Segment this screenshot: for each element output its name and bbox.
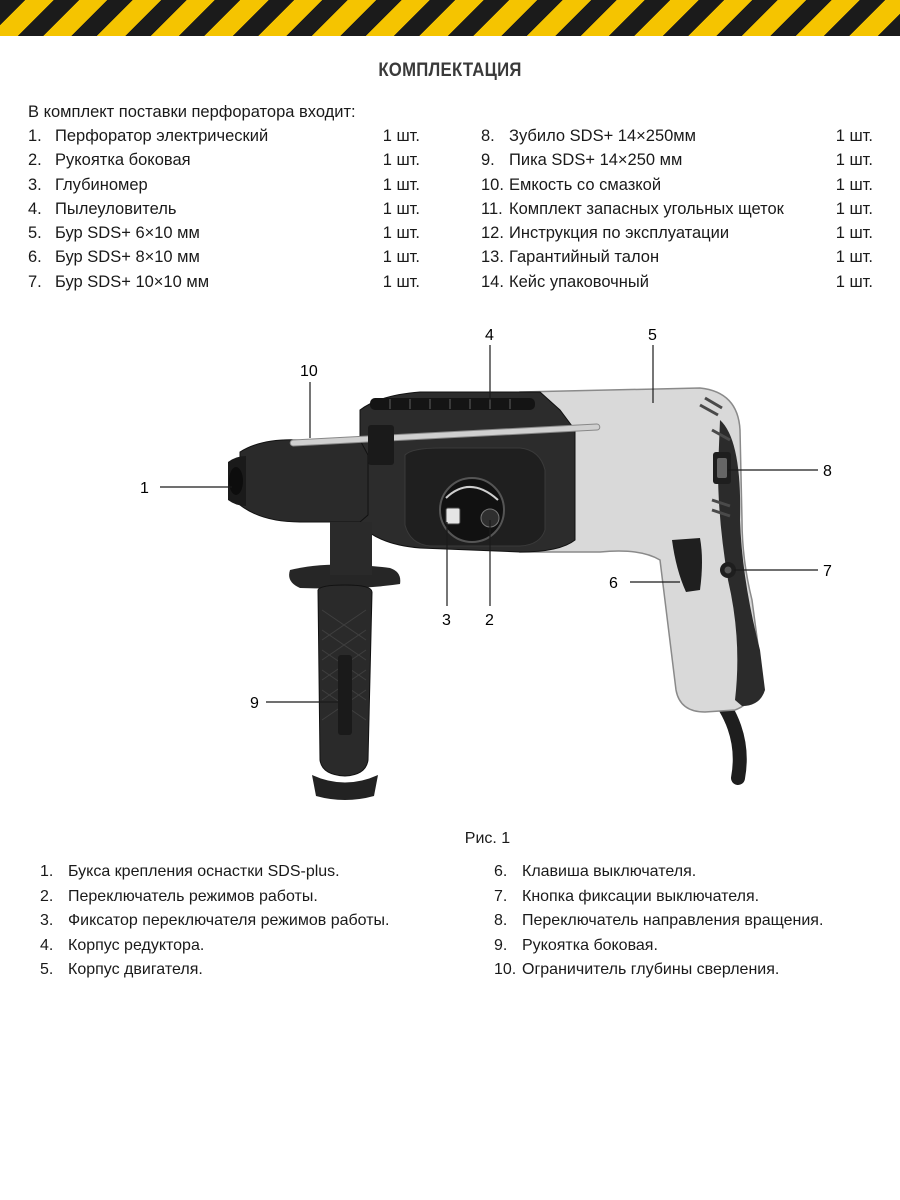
- list-item: [481, 197, 873, 221]
- item-number: 13.: [481, 248, 504, 267]
- item-quantity: 1 шт.: [835, 224, 873, 243]
- part-number: 7.: [494, 887, 508, 905]
- item-number: 2.: [28, 151, 42, 170]
- part-number: 5.: [40, 961, 54, 978]
- list-item: [481, 221, 873, 245]
- item-number: 3.: [28, 175, 42, 194]
- item-name: Пылеуловитель: [55, 199, 177, 218]
- item-name: Зубило SDS+ 14×250мм: [509, 127, 696, 145]
- item-quantity: 1 шт.: [382, 199, 420, 218]
- callout-1: 1: [140, 480, 149, 497]
- list-item: [494, 885, 894, 910]
- parts-list-left: [40, 860, 460, 983]
- callout-10: 10: [300, 363, 318, 380]
- part-number: 1.: [40, 863, 54, 880]
- item-quantity: 1 шт.: [382, 127, 420, 145]
- list-item: [28, 270, 420, 294]
- item-quantity: 1 шт.: [835, 272, 873, 291]
- item-number: 14.: [481, 272, 504, 291]
- item-quantity: 1 шт.: [382, 248, 420, 267]
- item-name: Кейс упаковочный: [509, 272, 649, 291]
- callout-3: 3: [442, 612, 451, 629]
- part-number: 10.: [494, 961, 517, 978]
- part-name: Букса крепления оснастки SDS-plus.: [68, 863, 340, 880]
- callout-7: 7: [823, 563, 832, 580]
- list-item: [28, 173, 420, 197]
- part-name: Рукоятка боковая.: [522, 936, 658, 954]
- part-number: 3.: [40, 912, 54, 929]
- parts-list-right: [494, 860, 894, 983]
- item-name: Бур SDS+ 6×10 мм: [55, 224, 200, 243]
- list-item: [494, 934, 894, 959]
- part-name: Клавиша выключателя.: [522, 863, 697, 880]
- item-name: Глубиномер: [55, 175, 148, 194]
- rotary-hammer-drill-illustration: [120, 320, 860, 820]
- list-item: [40, 885, 460, 910]
- callout-5: 5: [648, 327, 657, 344]
- item-quantity: 1 шт.: [835, 175, 873, 194]
- item-number: 11.: [481, 199, 503, 218]
- list-item: [494, 909, 894, 934]
- list-item: [28, 148, 420, 172]
- part-number: 8.: [494, 912, 508, 929]
- list-item: [40, 909, 460, 934]
- part-number: 4.: [40, 936, 54, 954]
- item-number: 12.: [481, 224, 504, 243]
- kit-list-left: [28, 124, 420, 294]
- list-item: [40, 958, 460, 983]
- item-number: 10.: [481, 175, 504, 194]
- kit-list-right: [481, 124, 873, 294]
- list-item: [28, 245, 420, 269]
- callout-2: 2: [485, 612, 494, 629]
- item-name: Бур SDS+ 10×10 мм: [55, 272, 210, 291]
- item-name: Инструкция по эксплуатации: [509, 224, 730, 243]
- callout-9: 9: [250, 695, 259, 712]
- item-number: 8.: [481, 127, 495, 145]
- list-item: [481, 148, 873, 172]
- part-name: Переключатель режимов работы.: [68, 887, 318, 905]
- item-name: Емкость со смазкой: [509, 175, 662, 194]
- list-item: [40, 860, 460, 885]
- callout-6: 6: [609, 575, 618, 592]
- list-item: [28, 124, 420, 148]
- list-item: [481, 270, 873, 294]
- item-quantity: 1 шт.: [835, 248, 873, 267]
- item-name: Комплект запасных угольных щеток: [509, 199, 784, 218]
- part-name: Переключатель направления вращения.: [522, 912, 824, 929]
- list-item: [481, 245, 873, 269]
- item-quantity: 1 шт.: [835, 199, 873, 218]
- part-name: Корпус двигателя.: [68, 961, 203, 978]
- list-item: [28, 221, 420, 245]
- kit-intro: В комплект поставки перфоратора входит:: [28, 103, 356, 121]
- list-item: [494, 860, 894, 885]
- item-number: 7.: [28, 272, 42, 291]
- list-item: [481, 173, 873, 197]
- item-number: 4.: [28, 199, 42, 218]
- item-quantity: 1 шт.: [835, 127, 873, 145]
- item-quantity: 1 шт.: [382, 224, 420, 243]
- figure-caption: Рис. 1: [464, 830, 511, 847]
- item-number: 9.: [481, 151, 495, 170]
- item-name: Пика SDS+ 14×250 мм: [509, 151, 683, 170]
- part-number: 9.: [494, 936, 508, 954]
- callout-4: 4: [485, 327, 494, 344]
- callout-8: 8: [823, 463, 832, 480]
- list-item: [40, 934, 460, 959]
- part-name: Фиксатор переключателя режимов работы.: [68, 912, 390, 929]
- hazard-stripe-banner: [0, 0, 900, 36]
- item-number: 1.: [28, 127, 42, 145]
- page-title: КОМПЛЕКТАЦИЯ: [378, 60, 522, 81]
- list-item: [494, 958, 894, 983]
- item-quantity: 1 шт.: [382, 151, 420, 170]
- item-number: 5.: [28, 224, 42, 243]
- part-name: Корпус редуктора.: [68, 936, 205, 954]
- item-name: Бур SDS+ 8×10 мм: [55, 248, 200, 267]
- part-number: 6.: [494, 863, 508, 880]
- part-name: Кнопка фиксации выключателя.: [522, 887, 760, 905]
- item-number: 6.: [28, 248, 42, 267]
- item-name: Гарантийный талон: [509, 248, 660, 267]
- part-number: 2.: [40, 887, 54, 905]
- list-item: [481, 124, 873, 148]
- item-quantity: 1 шт.: [835, 151, 873, 170]
- part-name: Ограничитель глубины сверления.: [522, 961, 780, 978]
- item-quantity: 1 шт.: [382, 272, 420, 291]
- item-quantity: 1 шт.: [382, 175, 420, 194]
- list-item: [28, 197, 420, 221]
- item-name: Перфоратор электрический: [55, 127, 269, 145]
- item-name: Рукоятка боковая: [55, 151, 191, 170]
